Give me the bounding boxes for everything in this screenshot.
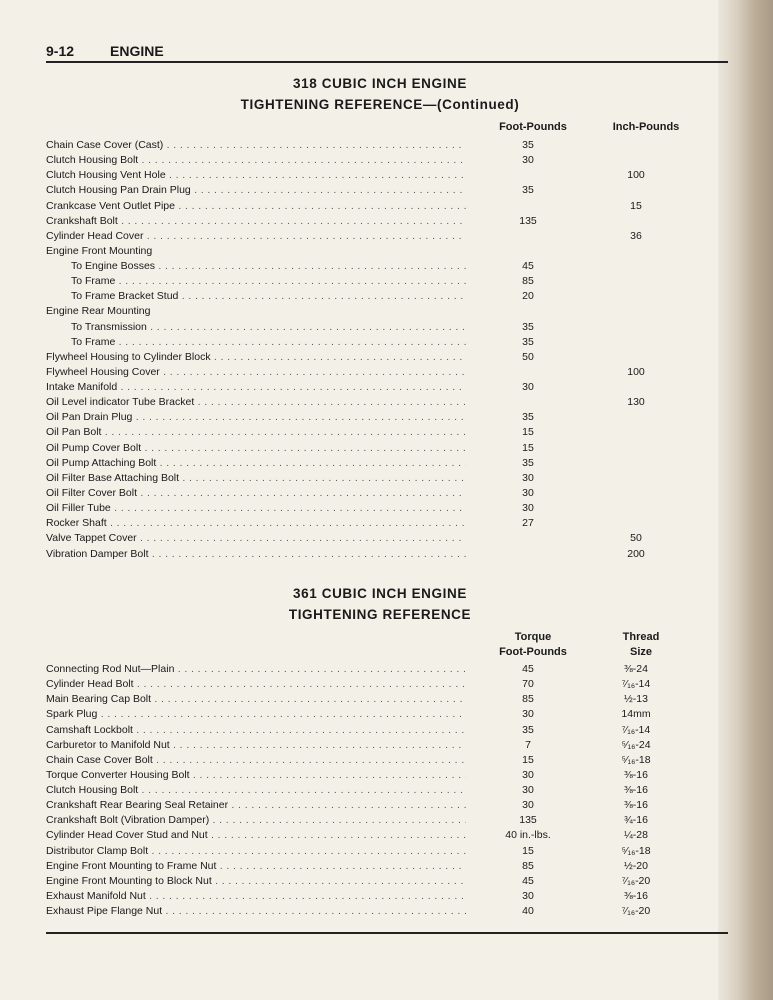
row-value-col1: 45: [522, 874, 534, 887]
row-value-col2: ⅜-24: [624, 663, 648, 675]
row-label: Cylinder Head Cover . . .: [46, 230, 466, 242]
row-label: Crankcase Vent Outlet Pipe . . .: [46, 200, 466, 212]
row-label: Intake Manifold . . .: [46, 381, 466, 393]
row-label: Engine Front Mounting: [46, 244, 153, 257]
row-label: Oil Filter Base Attaching Bolt . . .: [46, 472, 466, 484]
row-label: Crankshaft Bolt . . .: [46, 215, 466, 227]
row-value-col1: 30: [522, 154, 534, 167]
row-label: Torque Converter Housing Bolt . . .: [46, 769, 466, 781]
table-row: [46, 426, 728, 441]
row-label: To Frame Bracket Stud . . .: [71, 290, 466, 302]
section-name: ENGINE: [110, 43, 164, 59]
row-value-col2: ⅜-16: [624, 784, 648, 797]
row-value-col1: 30: [522, 799, 534, 812]
row-label: Oil Pan Bolt . . .: [46, 426, 466, 438]
row-label: Oil Pump Cover Bolt . . .: [46, 442, 466, 454]
row-value-col2: ½-20: [624, 859, 648, 872]
table-row: [46, 230, 728, 245]
row-label: Rocker Shaft . . .: [46, 517, 466, 529]
row-value-col1: 30: [522, 381, 534, 394]
row-value-col1: 20: [522, 290, 534, 303]
row-value-col2: ¾-16: [624, 814, 648, 827]
row-value-col1: 35: [522, 723, 534, 736]
section2-col1-header-line1: Torque: [514, 631, 552, 643]
row-value-col1: 85: [522, 859, 534, 872]
table-row: [46, 215, 728, 230]
row-value-col2: ⁷⁄₁₆-20: [621, 905, 651, 918]
row-label: Oil Pan Drain Plug . . .: [46, 411, 466, 423]
row-value-col1: 7: [525, 738, 531, 751]
row-value-col1: 70: [522, 678, 534, 691]
row-label: Oil Filler Tube . . .: [46, 502, 466, 514]
table-row: [46, 184, 728, 199]
section1-subtitle: TIGHTENING REFERENCE—(Continued): [240, 97, 520, 112]
row-value-col2: 36: [630, 229, 642, 242]
row-value-col1: 15: [522, 426, 534, 439]
table-row: [46, 457, 728, 472]
row-label: To Engine Bosses . . .: [71, 260, 466, 272]
table-row: [46, 754, 728, 769]
row-value-col1: 30: [522, 784, 534, 797]
row-label: Engine Front Mounting to Block Nut . . .: [46, 875, 466, 887]
row-value-col1: 135: [519, 814, 537, 827]
table-row: [46, 411, 728, 426]
table-row: [46, 169, 728, 184]
table-row: [46, 890, 728, 905]
row-value-col1: 35: [522, 335, 534, 348]
row-label: Clutch Housing Bolt . . .: [46, 154, 466, 166]
section1-col2-header: Inch-Pounds: [612, 121, 680, 133]
row-value-col2: ⁷⁄₁₆-14: [621, 723, 651, 736]
page-number: 9-12: [46, 43, 75, 59]
table-row: [46, 739, 728, 754]
table-row: [46, 321, 728, 336]
row-label: Spark Plug . . .: [46, 708, 466, 720]
table-row: [46, 154, 728, 169]
row-value-col1: 27: [522, 517, 534, 530]
table-row: [46, 875, 728, 890]
row-value-col2: ¼-28: [624, 829, 648, 842]
row-label: Exhaust Pipe Flange Nut . . .: [46, 905, 466, 917]
table-row: [46, 905, 728, 920]
table-row: [46, 396, 728, 411]
table-row: [46, 663, 728, 678]
row-value-col1: 30: [522, 486, 534, 499]
table-row: [46, 678, 728, 693]
row-label: Cylinder Head Bolt . . .: [46, 678, 466, 690]
row-value-col1: 15: [522, 753, 534, 766]
row-value-col1: 45: [522, 663, 534, 675]
row-value-col2: ⁷⁄₁₆-14: [621, 678, 651, 691]
table-row: [46, 799, 728, 814]
table-row: [46, 245, 728, 260]
section2-col2-header-line2: Size: [629, 646, 652, 658]
row-value-col1: 30: [522, 471, 534, 484]
row-label: Engine Rear Mounting: [46, 305, 151, 318]
row-label: Engine Front Mounting to Frame Nut . . .: [46, 860, 466, 872]
row-label: Cylinder Head Cover Stud and Nut . . .: [46, 829, 466, 841]
row-value-col1: 45: [522, 260, 534, 273]
table-row: [46, 769, 728, 784]
row-label: Oil Level indicator Tube Bracket . . .: [46, 396, 466, 408]
row-label: Valve Tappet Cover . . .: [46, 532, 466, 544]
table-row: [46, 829, 728, 844]
table-row: [46, 275, 728, 290]
row-label: Connecting Rod Nut—Plain . . .: [46, 663, 466, 675]
section1-col1-header: Foot-Pounds: [499, 121, 567, 133]
table-row: [46, 517, 728, 532]
row-label: Camshaft Lockbolt . . .: [46, 724, 466, 736]
table-row: [46, 305, 728, 320]
row-label: Main Bearing Cap Bolt . . .: [46, 693, 466, 705]
table-row: [46, 814, 728, 829]
table-row: [46, 784, 728, 799]
row-value-col2: 50: [630, 532, 642, 545]
table-row: [46, 351, 728, 366]
section2-title: 361 CUBIC INCH ENGINE: [293, 586, 467, 601]
row-label: To Frame . . .: [71, 336, 466, 348]
row-value-col1: 30: [522, 708, 534, 721]
row-value-col1: 30: [522, 889, 534, 902]
row-value-col1: 35: [522, 411, 534, 424]
section2-subtitle: TIGHTENING REFERENCE: [288, 607, 472, 622]
table-row: [46, 472, 728, 487]
table-row: [46, 290, 728, 305]
row-value-col2: ⁵⁄₁₆-18: [621, 753, 651, 766]
row-label: To Frame . . .: [71, 275, 466, 287]
row-value-col2: 15: [630, 199, 642, 212]
row-value-col1: 40: [522, 905, 534, 918]
row-value-col1: 35: [522, 184, 534, 197]
table-row: [46, 532, 728, 547]
row-value-col2: 200: [627, 547, 645, 560]
section1-title: 318 CUBIC INCH ENGINE: [293, 76, 467, 91]
row-value-col1: 35: [522, 320, 534, 333]
row-value-col2: ⅜-16: [624, 799, 648, 812]
row-label: Exhaust Manifold Nut . . .: [46, 890, 466, 902]
section2-col2-header-line1: Thread: [622, 631, 660, 643]
table-row: [46, 442, 728, 457]
row-value-col1: 135: [519, 214, 537, 227]
row-label: Clutch Housing Bolt . . .: [46, 784, 466, 796]
row-label: To Transmission . . .: [71, 321, 466, 333]
table-row: [46, 139, 728, 154]
table-row: [46, 860, 728, 875]
row-label: Chain Case Cover Bolt . . .: [46, 754, 466, 766]
row-label: Crankshaft Bolt (Vibration Damper) . . .: [46, 814, 466, 826]
row-value-col2: ⁵⁄₁₆-24: [621, 738, 651, 751]
table-row: [46, 200, 728, 215]
table-row: [46, 708, 728, 723]
footer-rule: [46, 932, 728, 934]
row-value-col2: 14mm: [621, 708, 651, 721]
row-value-col2: ⅜-16: [624, 768, 648, 781]
table-row: [46, 693, 728, 708]
header-rule: [46, 61, 728, 63]
row-value-col2: ⁵⁄₁₆-18: [621, 844, 651, 857]
row-label: Vibration Damper Bolt . . .: [46, 548, 466, 560]
row-value-col2: ⁷⁄₁₆-20: [621, 874, 651, 887]
row-label: Chain Case Cover (Cast) . . .: [46, 139, 466, 151]
table-row: [46, 845, 728, 860]
row-value-col2: 100: [627, 169, 645, 182]
row-value-col1: 85: [522, 693, 534, 706]
row-label: Flywheel Housing Cover . . .: [46, 366, 466, 378]
row-value-col1: 30: [522, 768, 534, 781]
table-row: [46, 260, 728, 275]
row-value-col1: 30: [522, 502, 534, 515]
row-label: Carburetor to Manifold Nut . . .: [46, 739, 466, 751]
row-value-col1: 40 in.-lbs.: [505, 829, 551, 842]
row-value-col1: 15: [522, 441, 534, 454]
row-label: Crankshaft Rear Bearing Seal Retainer . . .: [46, 799, 466, 811]
row-label: Distributor Clamp Bolt . . .: [46, 845, 466, 857]
table-row: [46, 366, 728, 381]
row-value-col2: 100: [627, 365, 645, 378]
table-row: [46, 487, 728, 502]
table-row: [46, 336, 728, 351]
table-row: [46, 381, 728, 396]
row-label: Clutch Housing Pan Drain Plug . . .: [46, 184, 466, 196]
row-value-col2: 130: [627, 396, 645, 409]
row-label: Oil Filter Cover Bolt . . .: [46, 487, 466, 499]
table-row: [46, 502, 728, 517]
row-value-col2: ⅜-16: [624, 889, 648, 902]
table-row: [46, 548, 728, 563]
row-label: Clutch Housing Vent Hole . . .: [46, 169, 466, 181]
row-label: Oil Pump Attaching Bolt . . .: [46, 457, 466, 469]
row-label: Flywheel Housing to Cylinder Block . . .: [46, 351, 466, 363]
row-value-col1: 85: [522, 275, 534, 288]
row-value-col2: ½-13: [624, 693, 648, 706]
row-value-col1: 50: [522, 350, 534, 363]
row-value-col1: 15: [522, 844, 534, 857]
table-row: [46, 724, 728, 739]
row-value-col1: 35: [522, 456, 534, 469]
section2-col1-header-line2: Foot-Pounds: [499, 646, 567, 658]
row-value-col1: 35: [522, 139, 534, 151]
